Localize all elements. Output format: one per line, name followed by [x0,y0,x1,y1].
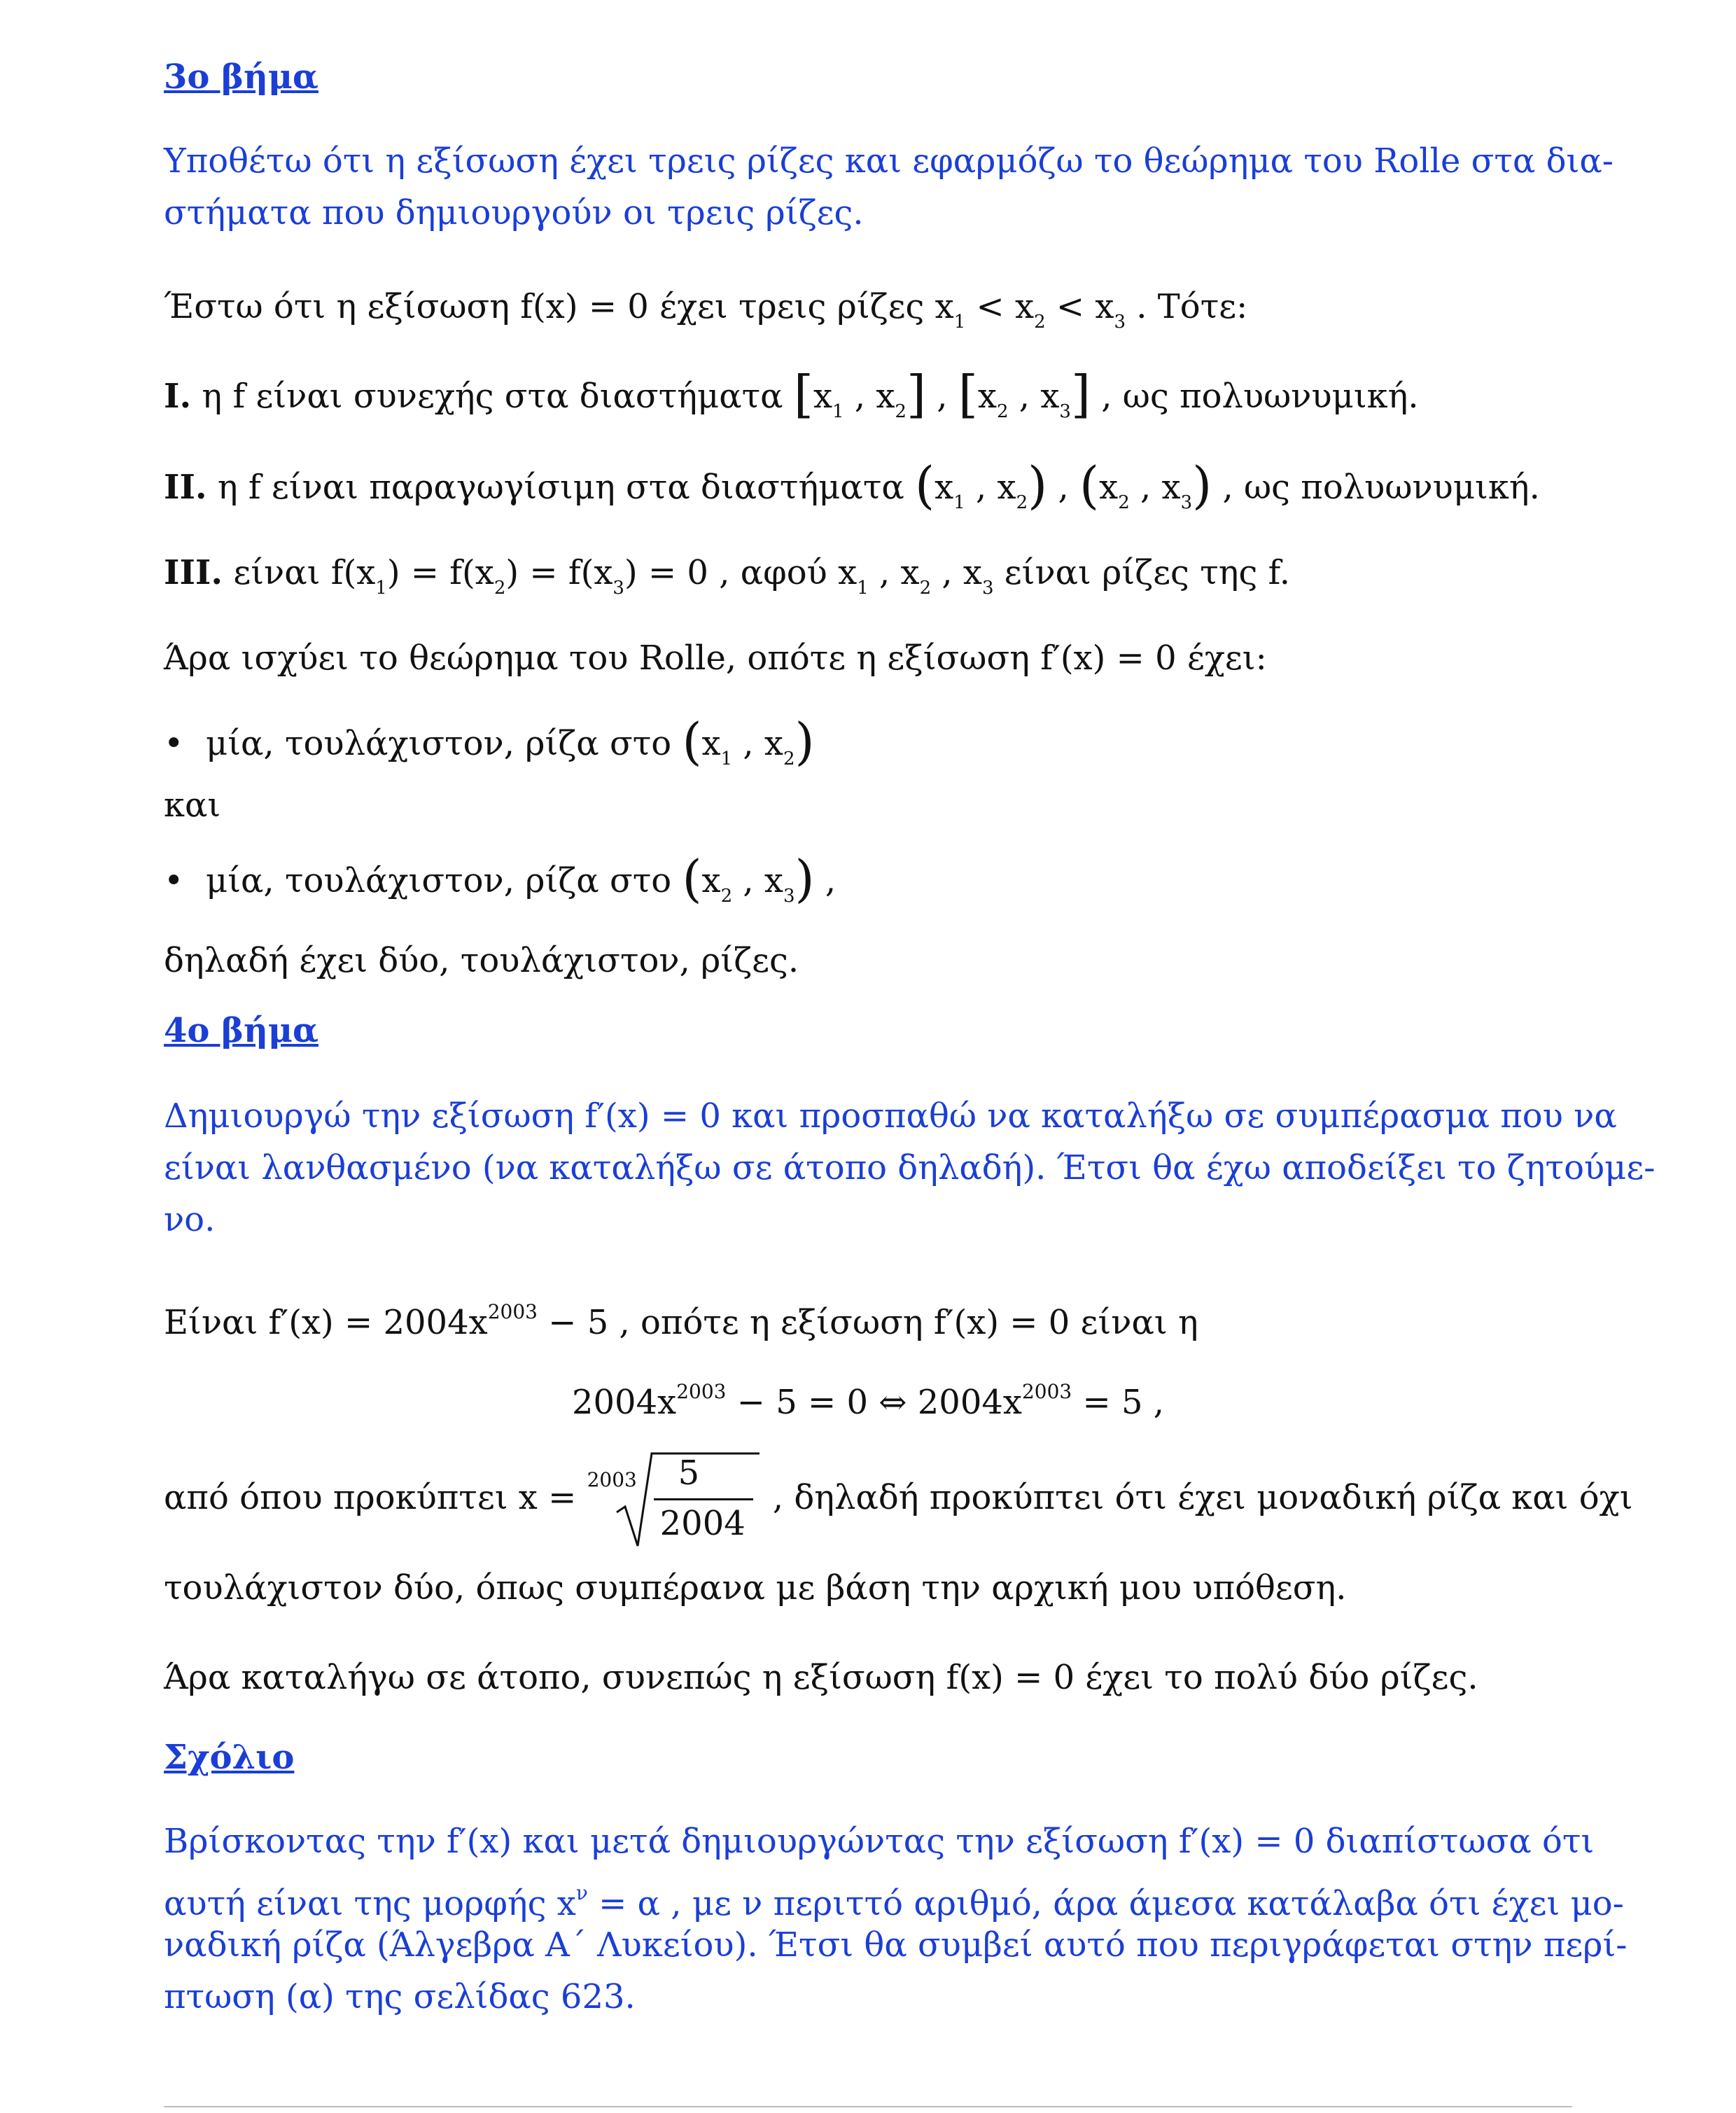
bullet-2 [164,849,836,919]
step3-intro-line2: στήματα που δημιουργούν οι τρεις ρίζες. [164,193,864,232]
step4-intro-line2: είναι λανθασμένο (να καταλήξω σε άτοπο δηλαδή). Έτσι θα έχω αποδείξει το ζητούμε- [164,1148,1656,1187]
derivative-mid: , οπότε η εξίσωση [608,1303,934,1342]
assumption-prefix: Έστω ότι η εξίσωση [164,287,521,326]
derivative-prefix: Είναι [164,1303,269,1342]
derivative-equation-2: f′(x) = 0 [933,1303,1070,1342]
item-3-text: είναι [223,553,331,592]
comment-line4: πτωση (α) της σελίδας 623. [164,1977,636,2016]
root-end: , δηλαδή προκύπτει ότι έχει μοναδική ρίζα και όχι [762,1478,1633,1517]
step3-conclusion: δηλαδή έχει δύο, τουλάχιστον, ρίζες. [164,941,799,980]
heading-step3: 3ο βήμα [164,57,318,97]
assumption-line [164,284,1247,344]
bullet-1-text: μία, τουλάχιστον, ρίζα στο [206,724,682,763]
rolle-prefix: Άρα ισχύει το θεώρημα του Rolle, οπότε η εξίσωση [164,639,1041,678]
step4-intro-equation: f′(x) = 0 [584,1096,721,1136]
fraction-numerator: 5 [678,1453,700,1493]
comment-line1: Βρίσκοντας την f′(x) και μετά δημιουργώντας την εξίσωση f′(x) = 0 διαπίστωσα ότι [164,1822,1595,1861]
comment-line2: αυτή είναι της μορφής $x^\nu = \alpha$ , με ν περιττό αριθμό, άρα άμεσα κατάλαβα ότι έχει μο- [164,1881,1624,1923]
bullet-2-text: μία, τουλάχιστον, ρίζα στο [206,861,682,900]
assumption-equation: f(x) = 0 [520,287,649,326]
item-3-label: III. [164,553,223,592]
roots-list: $x_1$ , $x_2$ , $x_3$ [838,553,994,599]
item-1-end: , ως πολυωνυμική. [1091,377,1419,416]
item-2 [164,456,1540,525]
final-equation: f(x) = 0 [946,1658,1075,1697]
item-2-text: η f είναι παραγωγίσιμη στα διαστήματα [206,468,916,507]
root-values-equation: $f(x_1) = f(x_2) = f(x_3) = 0$ [330,553,708,599]
item-3-end: είναι ρίζες της f. [993,553,1290,592]
step4-intro-end: και προσπαθώ να καταλήξω σε συμπέρασμα που να [720,1096,1617,1136]
fraction-bar [654,1498,753,1500]
step4-intro-prefix: Δημιουργώ την εξίσωση [164,1096,585,1136]
step4-intro-line1 [164,1094,1617,1138]
bullet-icon: • [164,724,184,763]
root-line-2: τουλάχιστον δύο, όπως συμπέρανα με βάση την αρχική μου υπόθεση. [164,1568,1347,1608]
bullet-icon: • [164,861,184,900]
root-line [164,1445,1633,1550]
root-prefix: από όπου προκύπτει [164,1478,519,1517]
final-end: έχει το πολύ δύο ρίζες. [1074,1658,1478,1697]
item-3-mid: , αφού [708,553,839,592]
derivative-end: είναι η [1070,1303,1198,1342]
step3-intro-line1: Υποθέτω ότι η εξίσωση έχει τρεις ρίζες και εφαρμόζω το θεώρημα του Rolle στα δια- [164,141,1614,181]
final-prefix: Άρα καταλήγω σε άτοπο, συνεπώς η εξίσωση [164,1658,946,1697]
root-x: x = [518,1478,587,1517]
heading-step4: 4ο βήμα [164,1011,318,1050]
item-1 [164,365,1419,434]
derivative-line [164,1290,1198,1345]
step4-intro-line3: νο. [164,1200,216,1239]
assumption-end: . Τότε: [1126,287,1248,326]
closed-intervals: [$x_1$ , $x_2$] , [$x_2$ , $x_3$] [793,365,1091,424]
item-1-label: I. [164,377,192,416]
derivative-equation: $f'(x) = 2004x^{2003} - 5$ [268,1300,609,1342]
rolle-line [164,636,1267,681]
roots-order: $x_1 < x_2 < x_3$ [934,287,1126,333]
final-conclusion [164,1655,1478,1700]
bullet-1-interval: ($x_1$ , $x_2$) [682,712,815,771]
open-intervals: ($x_1$ , $x_2$) , ($x_2$ , $x_3$) [915,456,1212,515]
nth-root-expression [587,1448,762,1553]
item-1-text: η f είναι συνεχής στα διαστήματα [191,377,794,416]
bottom-divider [164,2106,1572,2107]
bullet-2-interval: ($x_2$ , $x_3$) [682,849,815,908]
bullet-2-end: , [814,861,836,900]
heading-comment: Σχόλιο [164,1738,295,1777]
root-index: 2003 [587,1467,637,1491]
rolle-end: έχει: [1176,639,1267,678]
item-2-end: , ως πολυωνυμική. [1212,468,1540,507]
and-word: και [164,786,221,825]
bullet-1 [164,712,815,781]
item-3 [164,550,1290,611]
rolle-equation: f′(x) = 0 [1040,639,1177,678]
fraction-denominator: 2004 [659,1503,746,1543]
item-2-label: II. [164,468,207,507]
assumption-mid: έχει τρεις ρίζες [648,287,935,326]
comment-line3: ναδική ρίζα (Άλγεβρα Α΄ Λυκείου). Έτσι θα συμβεί αυτό που περιγράφεται στην περί- [164,1925,1628,1965]
display-equation: $2004x^{2003} - 5 = 0$ ⇔ $2004x^{2003} = 5$ , [571,1380,1165,1422]
